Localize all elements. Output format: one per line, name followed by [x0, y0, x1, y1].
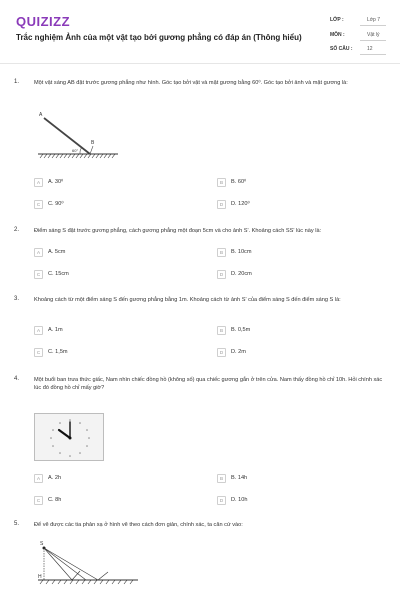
meta-value-grade: Lớp 7: [367, 17, 381, 23]
question-text: Khoảng cách từ một điểm sáng S đến gương phẳng bằng 1m. Khoảng cách từ ảnh S' của điểm sáng S đến điểm sáng S là:: [34, 297, 341, 303]
answer-option[interactable]: [217, 348, 337, 358]
option-text: A. 2h: [48, 475, 62, 481]
option-text: A. 1m: [48, 327, 63, 333]
question-number: 1.: [14, 79, 20, 85]
reflection-figure: [34, 540, 144, 588]
mirror-object-figure: [34, 108, 124, 163]
option-letter-box: A: [34, 248, 43, 257]
question-text: Một vật sáng AB đặt trước gương phẳng như hình. Góc tạo bởi vật và mặt gương bằng 60⁰. Góc tạo bởi ảnh và mặt gương là:: [34, 80, 348, 86]
quizizz-logo: QUIZIZZ: [16, 14, 71, 29]
meta-label-grade: LỚP :: [330, 17, 344, 23]
question-text: Để vẽ được các tia phản xạ ở hình vẽ theo cách đơn giản, chính xác, ta căn cứ vào:: [34, 522, 243, 528]
meta-value-count: 12: [367, 46, 373, 52]
answer-option[interactable]: [217, 178, 337, 188]
point-a-label: A: [39, 112, 43, 118]
angle-label: 60°: [72, 148, 79, 153]
option-letter-box: D: [217, 348, 226, 357]
option-text: B. 14h: [231, 475, 248, 481]
page-title: Trắc nghiệm Ảnh của một vật tạo bởi gương phẳng có đáp án (Thông hiểu): [16, 33, 302, 42]
question-text: Một buổi ban trưa thức giấc, Nam nhìn chiếc đồng hồ (không số) qua chiếc gương gắn ở trên cửa. Nam thấy đồng hồ chỉ 10h. Hỏi chính xác lúc đó đồng hồ chỉ mấy giờ?: [34, 377, 383, 391]
option-letter-box: C: [34, 496, 43, 505]
option-letter-box: B: [217, 326, 226, 335]
option-text: D. 20cm: [231, 271, 252, 277]
answer-option[interactable]: [34, 348, 154, 358]
meta-value-subject: Vật lý: [367, 32, 380, 38]
option-letter-box: A: [34, 326, 43, 335]
option-text: C. 8h: [48, 497, 62, 503]
meta-label-subject: MÔN :: [330, 32, 345, 38]
option-letter-box: D: [217, 496, 226, 505]
answer-option[interactable]: [34, 474, 154, 484]
point-h-label: H: [38, 574, 42, 580]
answer-option[interactable]: [217, 474, 337, 484]
option-text: B. 0,5m: [231, 327, 251, 333]
answer-option[interactable]: [217, 248, 337, 258]
answer-option[interactable]: [34, 270, 154, 280]
question-number: 4.: [14, 376, 20, 382]
divider: [360, 25, 386, 26]
option-text: A. 30⁰: [48, 179, 64, 185]
answer-option[interactable]: [217, 200, 337, 210]
point-b-label: B: [91, 140, 95, 146]
option-letter-box: B: [217, 178, 226, 187]
option-text: D. 2m: [231, 349, 246, 355]
answer-option[interactable]: [217, 326, 337, 336]
option-text: A. 5cm: [48, 249, 66, 255]
answer-option[interactable]: [34, 178, 154, 188]
option-letter-box: A: [34, 474, 43, 483]
option-text: B. 60⁰: [231, 179, 247, 185]
option-letter-box: C: [34, 200, 43, 209]
answer-option[interactable]: [34, 326, 154, 336]
option-text: D. 120⁰: [231, 201, 250, 207]
option-letter-box: A: [34, 178, 43, 187]
answer-option[interactable]: [217, 496, 337, 506]
divider: [360, 40, 386, 41]
option-text: C. 90⁰: [48, 201, 64, 207]
answer-option[interactable]: [34, 496, 154, 506]
divider: [360, 54, 386, 55]
meta-label-count: SỐ CÂU :: [330, 46, 353, 52]
option-letter-box: D: [217, 270, 226, 279]
option-text: B. 10cm: [231, 249, 252, 255]
option-letter-box: B: [217, 474, 226, 483]
question-text: Điểm sáng S đặt trước gương phẳng, cách gương phẳng một đoạn 5cm và cho ảnh S'. Khoảng cách SS' lúc này là:: [34, 228, 322, 234]
option-text: D. 10h: [231, 497, 248, 503]
option-letter-box: C: [34, 270, 43, 279]
option-letter-box: B: [217, 248, 226, 257]
answer-option[interactable]: [34, 248, 154, 258]
answer-option[interactable]: [34, 200, 154, 210]
option-letter-box: C: [34, 348, 43, 357]
worksheet-header: [0, 0, 400, 62]
clock-face-icon: [35, 414, 105, 462]
point-s-label: S: [40, 541, 44, 547]
option-text: C. 15cm: [48, 271, 69, 277]
question-number: 2.: [14, 227, 20, 233]
question-number: 5.: [14, 521, 20, 527]
option-text: C. 1,5m: [48, 349, 68, 355]
question-number: 3.: [14, 296, 20, 302]
answer-option[interactable]: [217, 270, 337, 280]
clock-image: [34, 413, 104, 461]
option-letter-box: D: [217, 200, 226, 209]
header-divider: [0, 63, 400, 64]
